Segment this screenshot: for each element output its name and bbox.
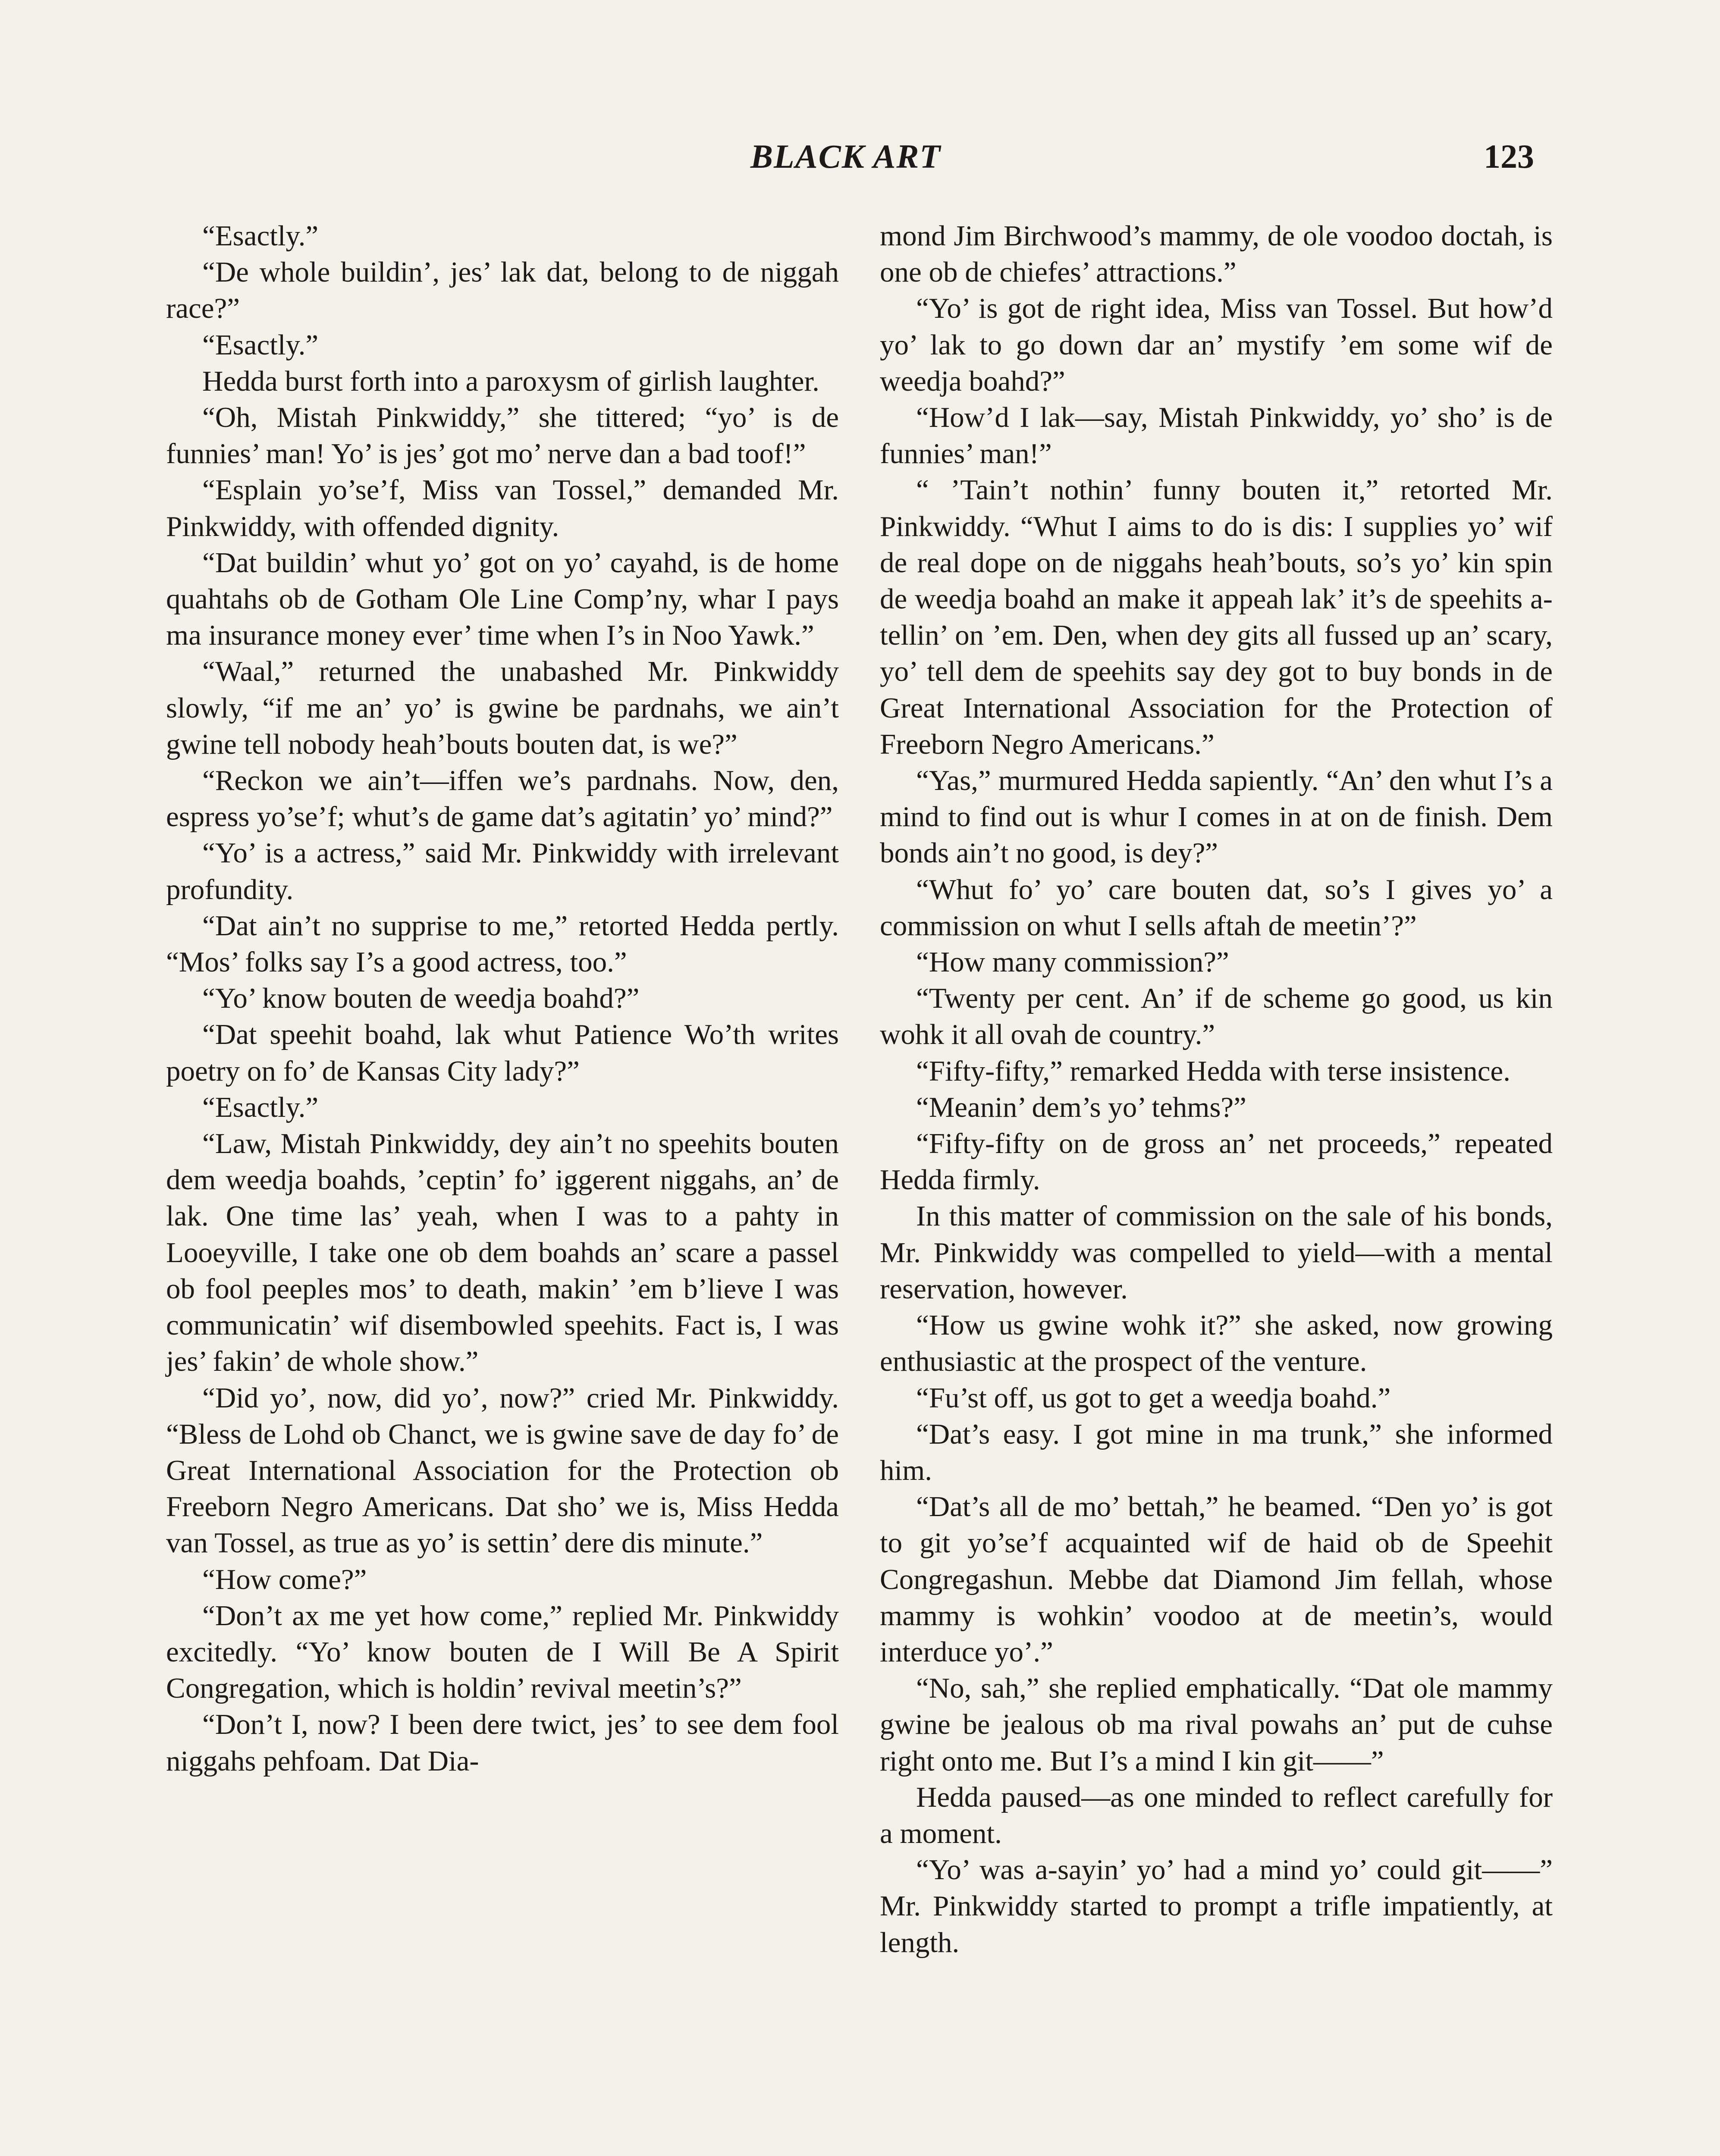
paragraph: “Reckon we ain’t—iffen we’s pardnahs. Now, den, espress yo’se’f; whut’s de game dat’s agitatin’ yo’ mind?” xyxy=(166,765,839,833)
paragraph: “Law, Mistah Pinkwiddy, dey ain’t no speehits bouten dem weedja boahds, ’ceptin’ fo’ iggerent niggahs, an’ de lak. One time las’ yeah, when I was to a pahty in Looeyville, I take one ob dem boahds an’ scare a passel ob fool peeples mos’ to death, makin’ ’em b’lieve I was communicatin’ wif disembowled speehits. Fact is, I was jes’ fakin’ de whole show.” xyxy=(166,1128,839,1378)
paragraph: “Oh, Mistah Pinkwiddy,” she tittered; “yo’ is de funnies’ man! Yo’ is jes’ got mo’ nerve dan a bad toof!” xyxy=(166,401,839,470)
paragraph: “Dat’s all de mo’ bettah,” he beamed. “Den yo’ is got to git yo’se’f acquainted wif de haid ob de Speehit Congregashun. Mebbe dat Diamond Jim fellah, whose mammy is wohkin’ voodoo at de meetin’s, would interduce yo’.” xyxy=(880,1491,1553,1668)
paragraph: “Yo’ is a actress,” said Mr. Pinkwiddy with irrelevant profundity. xyxy=(166,837,839,906)
page-header xyxy=(0,137,1720,185)
paragraph: “How come?” xyxy=(202,1563,367,1595)
paragraph: “Did yo’, now, did yo’, now?” cried Mr. Pinkwiddy. “Bless de Lohd ob Chanct, we is gwine save de day fo’ de Great International Association for the Protection ob Freeborn Negro Americans. Dat sho’ we is, Miss Hedda van Tossel, as true as yo’ is settin’ dere dis minute.” xyxy=(166,1382,839,1559)
page-number: 123 xyxy=(1484,138,1534,175)
paragraph: “Dat ain’t no supprise to me,” retorted Hedda pertly. “Mos’ folks say I’s a good actress, too.” xyxy=(166,909,839,978)
paragraph: “De whole buildin’, jes’ lak dat, belong to de niggah race?” xyxy=(166,256,839,325)
paragraph: “How many commission?” xyxy=(916,946,1229,978)
paragraph: “No, sah,” she replied emphatically. “Dat ole mammy gwine be jealous ob ma rival powahs an’ put de cuhse right onto me. But I’s a mind I kin git——” xyxy=(880,1672,1553,1777)
paragraph: “How’d I lak—say, Mistah Pinkwiddy, yo’ sho’ is de funnies’ man!” xyxy=(880,401,1553,470)
paragraph: In this matter of commission on the sale of his bonds, Mr. Pinkwiddy was compelled to yield—with a mental reservation, however. xyxy=(880,1200,1553,1305)
paragraph: “Yo’ was a-sayin’ yo’ had a mind yo’ could git——” Mr. Pinkwiddy started to prompt a trifle impatiently, at length. xyxy=(880,1854,1553,1959)
paragraph: “Dat buildin’ whut yo’ got on yo’ cayahd, is de home quahtahs ob de Gotham Ole Line Comp’ny, whar I pays ma insurance money ever’ time when I’s in Noo Yawk.” xyxy=(166,546,839,652)
paragraph: “Yo’ is got de right idea, Miss van Tossel. But how’d yo’ lak to go down dar an’ mystify ’em some wif de weedja boahd?” xyxy=(880,292,1553,397)
paragraph: “Twenty per cent. An’ if de scheme go good, us kin wohk it all ovah de country.” xyxy=(880,982,1553,1051)
paragraph: “Meanin’ dem’s yo’ tehms?” xyxy=(916,1091,1246,1123)
paragraph: “Yo’ know bouten de weedja boahd?” xyxy=(202,982,640,1015)
paragraph: Hedda burst forth into a paroxysm of girlish laughter. xyxy=(202,365,819,397)
paragraph: “Esactly.” xyxy=(202,329,319,361)
paragraph: “Fifty-fifty on de gross an’ net proceeds,” repeated Hedda firmly. xyxy=(880,1128,1553,1196)
paragraph: “Esactly.” xyxy=(202,1091,319,1123)
paragraph: “Don’t I, now? I been dere twict, jes’ to see dem fool niggahs pehfoam. Dat Dia- xyxy=(166,1708,839,1777)
right-column xyxy=(880,218,1553,1961)
paragraph: “Fu’st off, us got to get a weedja boahd.” xyxy=(916,1382,1391,1414)
running-title: BLACK ART xyxy=(750,138,942,175)
paragraph: Hedda paused—as one minded to reflect carefully for a moment. xyxy=(880,1781,1553,1849)
paragraph: “Dat’s easy. I got mine in ma trunk,” she informed him. xyxy=(880,1418,1553,1486)
paragraph: “Don’t ax me yet how come,” replied Mr. Pinkwiddy excitedly. “Yo’ know bouten de I Will Be A Spirit Congregation, which is holdin’ revival meetin’s?” xyxy=(166,1599,839,1705)
left-column xyxy=(166,218,839,1779)
paragraph-continuation: mond Jim Birchwood’s mammy, de ole voodoo doctah, is one ob de chiefes’ attractions.” xyxy=(880,220,1553,288)
paragraph: “Yas,” murmured Hedda sapiently. “An’ den whut I’s a mind to find out is whur I comes in at on de finish. Dem bonds ain’t no good, is dey?” xyxy=(880,765,1553,869)
paragraph: “Dat speehit boahd, lak whut Patience Wo’th writes poetry on fo’ de Kansas City lady?” xyxy=(166,1018,839,1087)
paragraph: “ ’Tain’t nothin’ funny bouten it,” retorted Mr. Pinkwiddy. “Whut I aims to do is dis: I supplies yo’ wif de real dope on de niggahs heah’bouts, so’s yo’ kin spin de weedja boahd an make it appeah lak’ it’s de speehits a-tellin’ on ’em. Den, when dey gits all fussed up an’ scary, yo’ tell dem de speehits say dey got to buy bonds in de Great International Association for the Protection of Freeborn Negro Americans.” xyxy=(880,474,1553,760)
paragraph: “Fifty-fifty,” remarked Hedda with terse insistence. xyxy=(916,1055,1510,1087)
paragraph: “Esplain yo’se’f, Miss van Tossel,” demanded Mr. Pinkwiddy, with offended dignity. xyxy=(166,474,839,542)
paragraph: “Waal,” returned the unabashed Mr. Pinkwiddy slowly, “if me an’ yo’ is gwine be pardnahs, we ain’t gwine tell nobody heah’bouts bouten dat, is we?” xyxy=(166,655,839,760)
paragraph: “Esactly.” xyxy=(202,220,319,252)
paragraph: “How us gwine wohk it?” she asked, now growing enthusiastic at the prospect of the venture. xyxy=(880,1309,1553,1378)
paragraph: “Whut fo’ yo’ care bouten dat, so’s I gives yo’ a commission on whut I sells aftah de meetin’?” xyxy=(880,873,1553,942)
